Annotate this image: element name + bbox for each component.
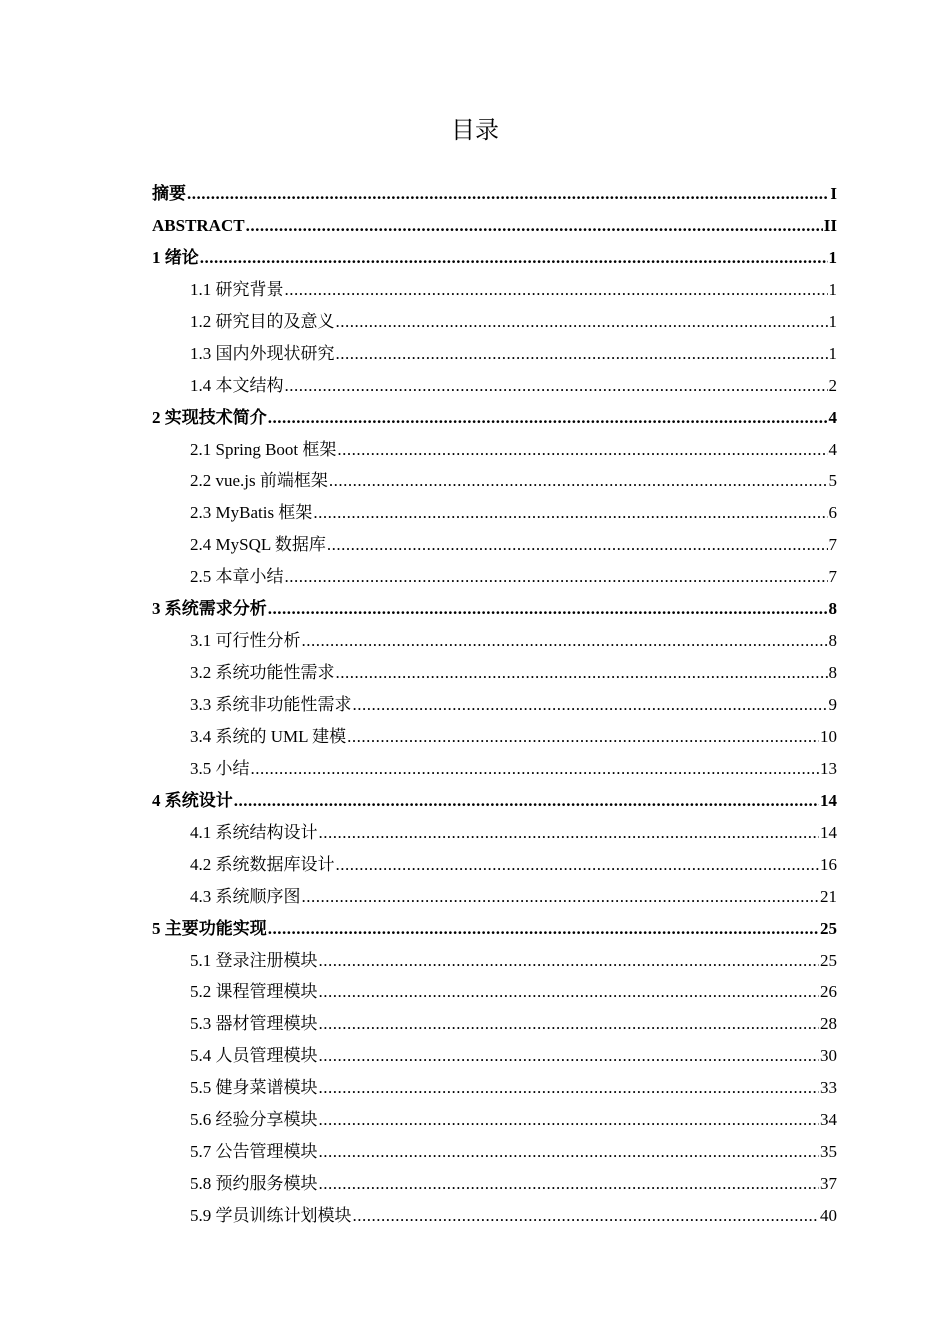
dot-leader [246, 210, 823, 242]
dot-leader [285, 561, 828, 593]
toc-entry-label: 5.5 健身菜谱模块 [190, 1078, 318, 1098]
dot-leader [285, 370, 828, 402]
toc-section-entry[interactable] [152, 1072, 837, 1104]
dot-leader [285, 274, 828, 306]
toc-chapter-entry[interactable] [152, 913, 837, 945]
toc-entry-label: 2.2 vue.js 前端框架 [190, 471, 328, 491]
page-title: 目录 [451, 116, 499, 144]
toc-section-entry[interactable] [152, 497, 837, 529]
toc-page-number: 1 [828, 343, 837, 363]
toc-entry-label: 4.2 系统数据库设计 [190, 854, 335, 874]
dot-leader [319, 1008, 820, 1040]
dot-leader [319, 817, 820, 849]
toc-entry-label: 3.2 系统功能性需求 [190, 663, 335, 683]
toc-section-entry[interactable] [152, 1168, 837, 1200]
toc-page-number: 8 [828, 663, 837, 683]
dot-leader [319, 1168, 820, 1200]
dot-leader [327, 529, 828, 561]
toc-chapter-entry[interactable] [152, 178, 837, 210]
toc-section-entry[interactable] [152, 561, 837, 593]
toc-entry-label: 5.3 器材管理模块 [190, 1014, 318, 1034]
toc-entry-label: 2.3 MyBatis 框架 [190, 503, 313, 523]
dot-leader [319, 1072, 820, 1104]
table-of-contents [152, 178, 837, 1232]
toc-page-number: 9 [828, 695, 837, 714]
toc-section-entry[interactable] [152, 657, 837, 689]
toc-section-entry[interactable] [152, 1200, 837, 1232]
toc-page-number: 4 [828, 439, 837, 459]
toc-chapter-entry[interactable] [152, 210, 837, 242]
toc-chapter-entry[interactable] [152, 785, 837, 817]
dot-leader [337, 434, 827, 466]
toc-entry-label: 1.3 国内外现状研究 [190, 343, 335, 363]
toc-entry-label: 5.2 课程管理模块 [190, 982, 318, 1002]
toc-section-entry[interactable] [152, 529, 837, 561]
dot-leader [319, 1136, 820, 1168]
toc-page-number: 1 [828, 247, 837, 267]
toc-section-entry[interactable] [152, 753, 837, 785]
toc-section-entry[interactable] [152, 434, 837, 466]
dot-leader [187, 178, 829, 210]
toc-page-number: 14 [820, 822, 837, 842]
dot-leader [234, 785, 819, 817]
toc-chapter-entry[interactable] [152, 242, 837, 274]
dot-leader [251, 753, 820, 785]
toc-page-number: 7 [828, 567, 837, 587]
toc-entry-label: 2.4 MySQL 数据库 [190, 535, 326, 555]
toc-page-number: 14 [820, 790, 837, 810]
toc-page-number: 34 [820, 1110, 837, 1130]
toc-entry-label: 2.5 本章小结 [190, 567, 284, 587]
toc-entry-label: 3.3 系统非功能性需求 [190, 695, 352, 714]
dot-leader [336, 657, 828, 689]
toc-page-number: 21 [820, 886, 837, 906]
toc-page-number: II [823, 215, 837, 235]
toc-entry-label: 2 实现技术简介 [152, 407, 267, 427]
toc-entry-label: 5.7 公告管理模块 [190, 1142, 318, 1162]
toc-entry-label: 5.9 学员训练计划模块 [190, 1206, 352, 1225]
toc-entry-label: 5.6 经验分享模块 [190, 1110, 318, 1130]
toc-section-entry[interactable] [152, 1136, 837, 1168]
dot-leader [268, 913, 819, 945]
toc-entry-label: 3.5 小结 [190, 758, 250, 778]
toc-section-entry[interactable] [152, 1040, 837, 1072]
toc-entry-label: 1.4 本文结构 [190, 375, 284, 395]
toc-entry-label: ABSTRACT [152, 215, 245, 235]
toc-section-entry[interactable] [152, 945, 837, 977]
toc-page-number: 10 [820, 726, 837, 746]
dot-leader [353, 689, 828, 721]
dot-leader [313, 497, 827, 529]
toc-section-entry[interactable] [152, 881, 837, 913]
toc-page-number: 8 [828, 631, 837, 651]
dot-leader [319, 945, 820, 977]
toc-entry-label: 4.1 系统结构设计 [190, 822, 318, 842]
toc-entry-label: 3.1 可行性分析 [190, 631, 301, 651]
toc-entry-label: 3.4 系统的 UML 建模 [190, 726, 347, 746]
dot-leader [347, 721, 819, 753]
dot-leader [319, 976, 820, 1008]
toc-section-entry[interactable] [152, 1008, 837, 1040]
toc-entry-label: 5 主要功能实现 [152, 918, 267, 938]
toc-section-entry[interactable] [152, 817, 837, 849]
toc-page-number: 2 [828, 375, 837, 395]
toc-page-number: 33 [820, 1078, 837, 1098]
dot-leader [336, 306, 828, 338]
toc-section-entry[interactable] [152, 370, 837, 402]
toc-entry-label: 3 系统需求分析 [152, 599, 267, 619]
toc-page-number: 37 [820, 1174, 837, 1194]
toc-entry-label: 4 系统设计 [152, 790, 233, 810]
toc-page-number: 25 [820, 950, 837, 970]
toc-page-number: 28 [820, 1014, 837, 1034]
dot-leader [336, 338, 828, 370]
toc-section-entry[interactable] [152, 1104, 837, 1136]
toc-section-entry[interactable] [152, 465, 837, 497]
dot-leader [200, 242, 828, 274]
toc-page-number: 8 [828, 599, 837, 619]
toc-page-number: 25 [820, 918, 837, 938]
dot-leader [353, 1200, 820, 1232]
toc-entry-label: 摘要 [152, 184, 186, 203]
toc-page-number: 26 [820, 982, 837, 1002]
toc-section-entry[interactable] [152, 306, 837, 338]
dot-leader [302, 625, 828, 657]
dot-leader [268, 402, 828, 434]
toc-chapter-entry[interactable] [152, 593, 837, 625]
toc-page-number: 1 [828, 311, 837, 331]
toc-section-entry[interactable] [152, 976, 837, 1008]
toc-section-entry[interactable] [152, 689, 837, 721]
dot-leader [302, 881, 820, 913]
toc-page-number: 5 [828, 471, 837, 491]
toc-page-number: 16 [820, 854, 837, 874]
toc-page-number: I [830, 184, 837, 203]
toc-section-entry[interactable] [152, 338, 837, 370]
toc-page-number: 35 [820, 1142, 837, 1162]
toc-entry-label: 4.3 系统顺序图 [190, 886, 301, 906]
toc-entry-label: 2.1 Spring Boot 框架 [190, 439, 337, 459]
toc-section-entry[interactable] [152, 625, 837, 657]
toc-entry-label: 5.4 人员管理模块 [190, 1046, 318, 1066]
toc-page-number: 1 [828, 279, 837, 299]
dot-leader [319, 1104, 820, 1136]
toc-chapter-entry[interactable] [152, 402, 837, 434]
toc-entry-label: 1 绪论 [152, 247, 199, 267]
toc-section-entry[interactable] [152, 721, 837, 753]
dot-leader [268, 593, 828, 625]
toc-page-number: 30 [820, 1046, 837, 1066]
dot-leader [319, 1040, 820, 1072]
dot-leader [336, 849, 820, 881]
dot-leader [329, 465, 828, 497]
toc-section-entry[interactable] [152, 274, 837, 306]
toc-page-number: 40 [820, 1206, 837, 1225]
toc-page-number: 13 [820, 758, 837, 778]
toc-entry-label: 1.2 研究目的及意义 [190, 311, 335, 331]
toc-section-entry[interactable] [152, 849, 837, 881]
toc-page-number: 6 [828, 503, 837, 523]
toc-page-number: 7 [828, 535, 837, 555]
toc-entry-label: 5.1 登录注册模块 [190, 950, 318, 970]
toc-entry-label: 5.8 预约服务模块 [190, 1174, 318, 1194]
toc-entry-label: 1.1 研究背景 [190, 279, 284, 299]
toc-page-number: 4 [828, 407, 837, 427]
